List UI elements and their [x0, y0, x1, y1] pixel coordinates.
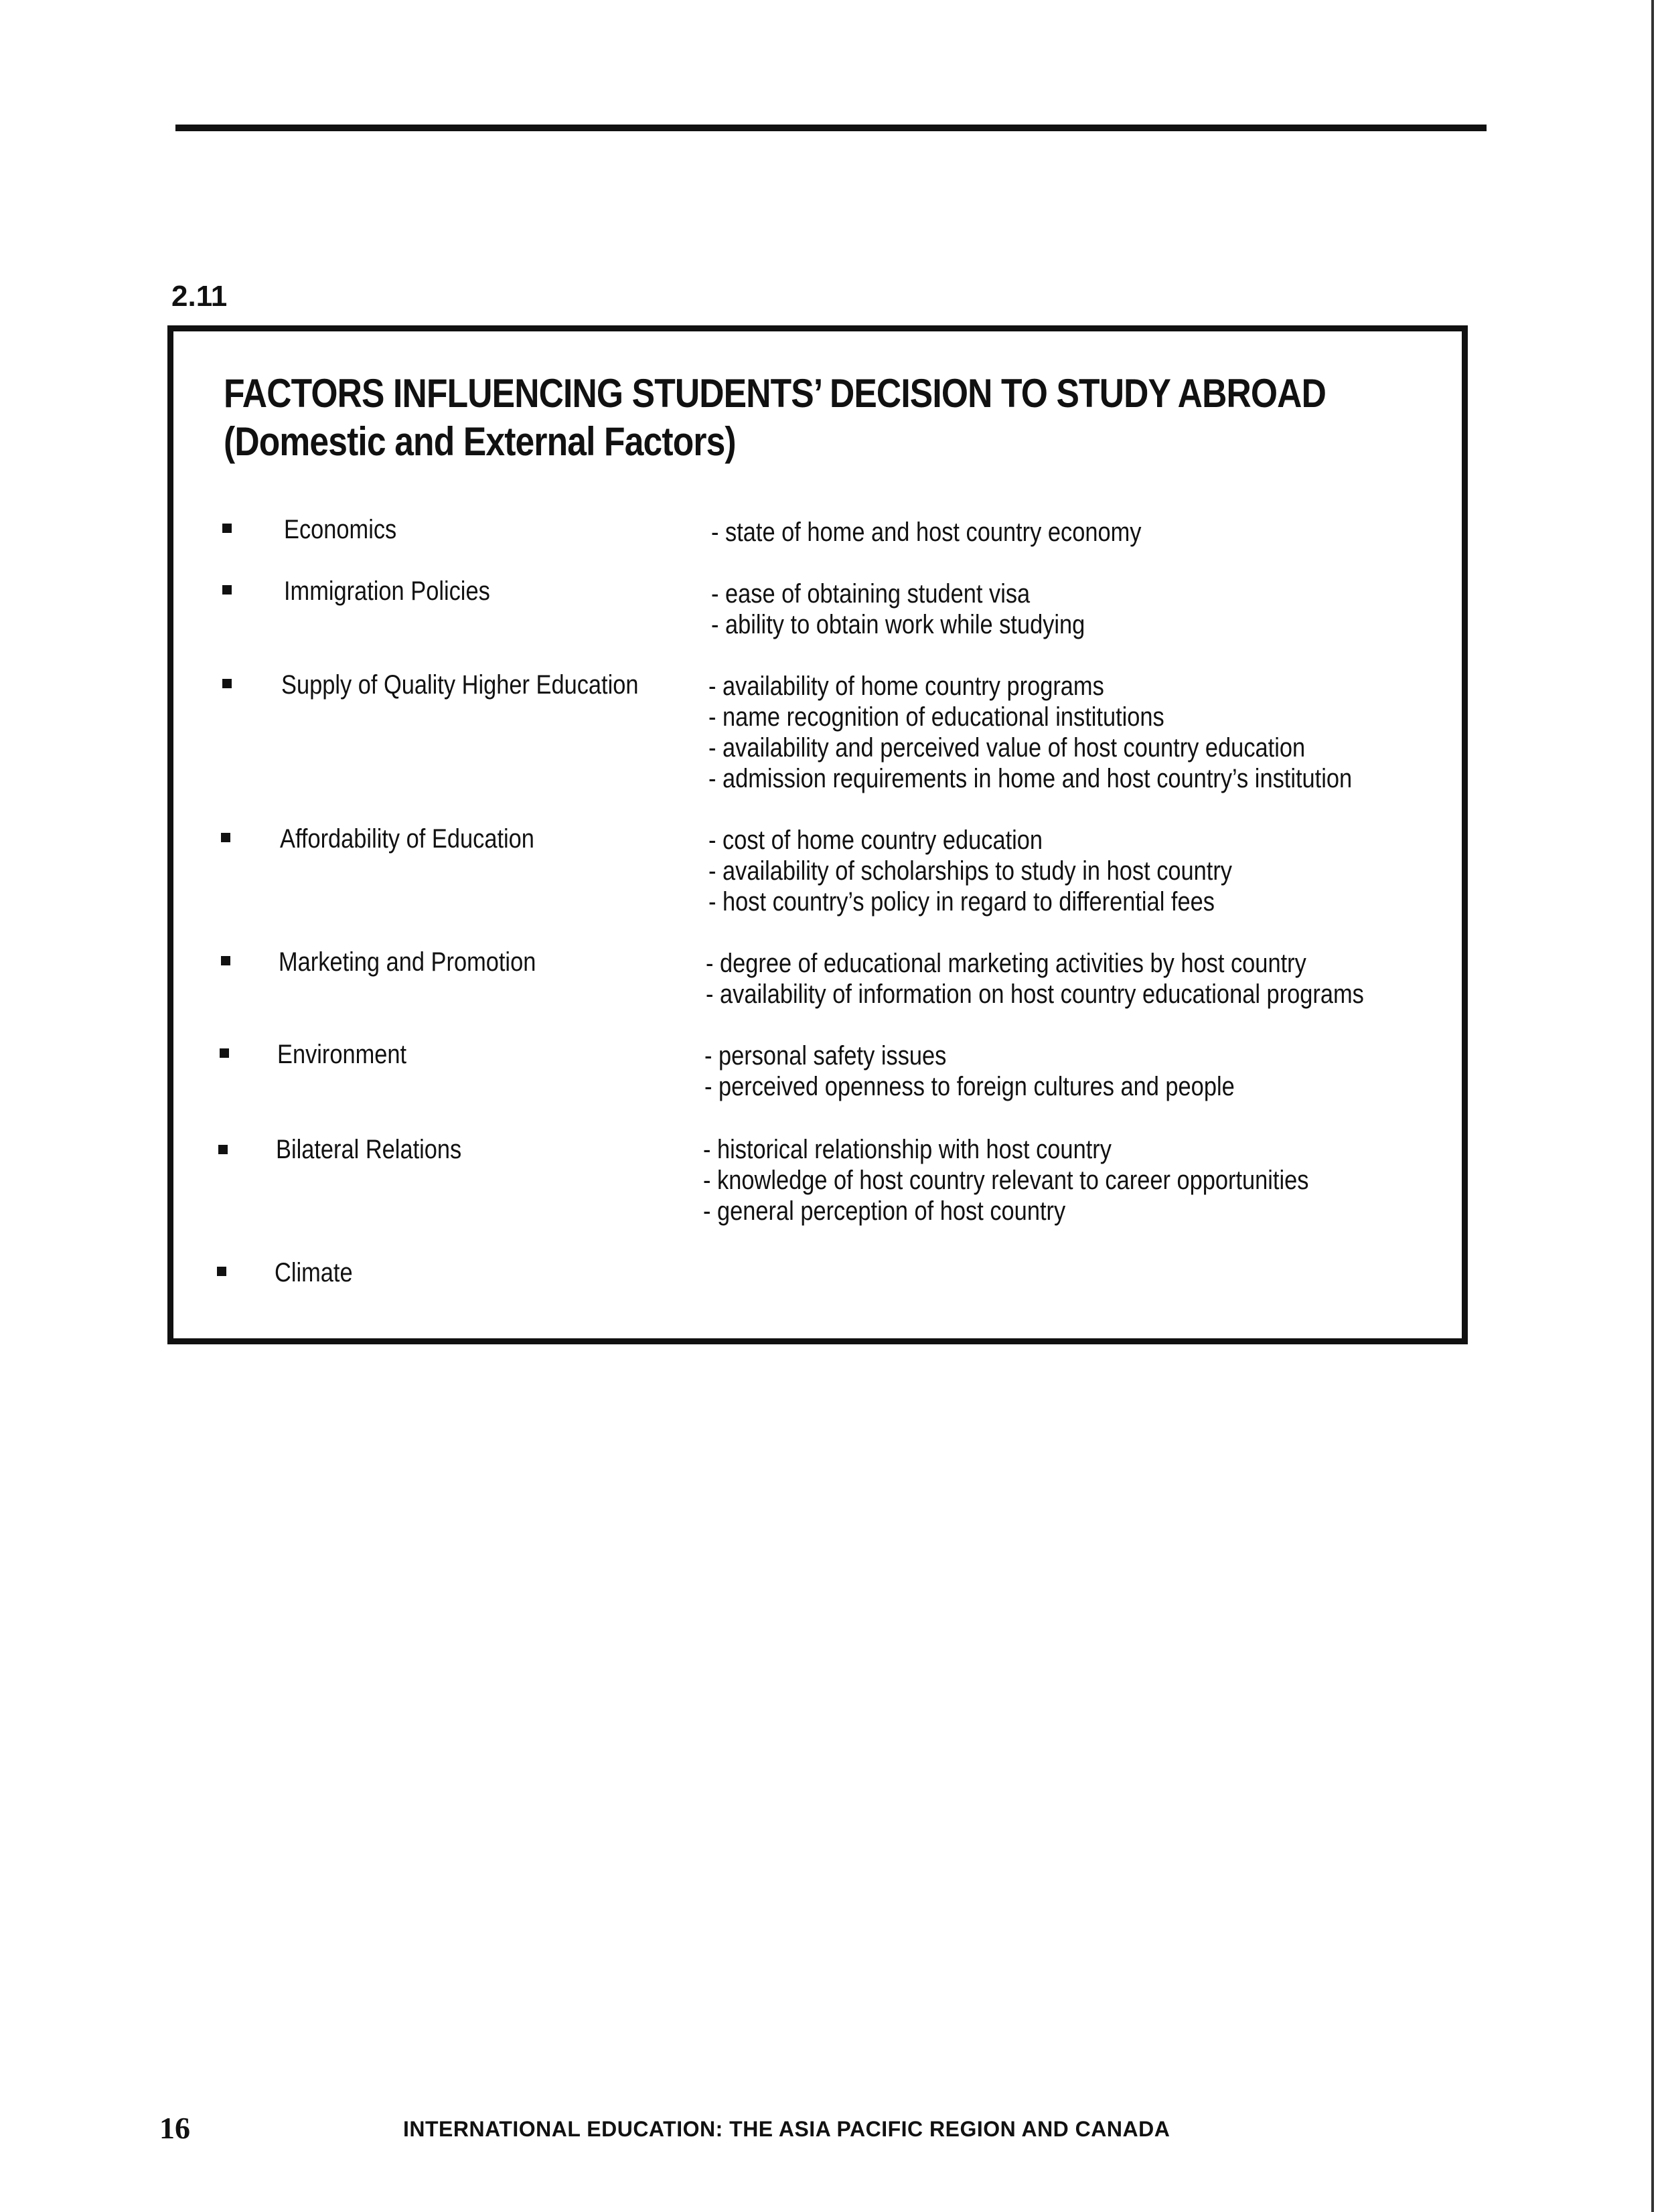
page-edge-shadow — [1651, 0, 1654, 2212]
box-title — [224, 370, 1326, 466]
detail-line: - host country’s policy in regard to differential fees — [708, 887, 1215, 917]
bullet-climate — [217, 1267, 226, 1276]
running-footer-title: INTERNATIONAL EDUCATION: THE ASIA PACIFIC REGION AND CANADA — [403, 2117, 1170, 2141]
detail-line: - historical relationship with host country — [703, 1135, 1112, 1164]
detail-line: - state of home and host country economy — [711, 518, 1142, 547]
factor-details-economics — [711, 517, 1141, 548]
section-number: 2.11 — [171, 280, 228, 313]
factor-details-supply-of-quality-higher-education — [708, 671, 1352, 794]
factor-label-supply-of-quality-higher-education: Supply of Quality Higher Education — [281, 670, 639, 700]
factor-details-bilateral-relations — [703, 1134, 1308, 1227]
detail-line: - perceived openness to foreign cultures and people — [704, 1072, 1235, 1101]
bullet-economics — [222, 524, 232, 533]
factor-details-environment — [704, 1040, 1235, 1102]
factor-label-economics: Economics — [284, 515, 397, 544]
detail-line: - availability of home country programs — [708, 672, 1104, 701]
factor-details-immigration-policies — [711, 578, 1085, 640]
bullet-bilateral-relations — [218, 1145, 228, 1154]
bullet-supply-of-quality-higher-education — [222, 679, 232, 688]
factor-details-affordability-of-education — [708, 825, 1232, 917]
detail-line: - ease of obtaining student visa — [711, 579, 1031, 609]
detail-line: - name recognition of educational institutions — [708, 702, 1164, 732]
detail-line: - availability of scholarships to study in host country — [708, 856, 1233, 886]
factor-label-climate: Climate — [275, 1258, 353, 1287]
bullet-environment — [220, 1048, 229, 1058]
detail-line: - availability of information on host country educational programs — [706, 979, 1364, 1009]
detail-line: - degree of educational marketing activities by host country — [706, 949, 1306, 978]
factor-label-environment: Environment — [277, 1040, 407, 1069]
factor-label-affordability-of-education: Affordability of Education — [280, 824, 534, 854]
detail-line: - knowledge of host country relevant to career opportunities — [703, 1166, 1309, 1195]
factor-label-bilateral-relations: Bilateral Relations — [276, 1135, 462, 1164]
detail-line: - cost of home country education — [708, 825, 1043, 855]
factor-label-marketing-and-promotion: Marketing and Promotion — [279, 947, 536, 977]
bullet-affordability-of-education — [221, 833, 230, 842]
factor-details-marketing-and-promotion — [706, 948, 1364, 1010]
detail-line: - personal safety issues — [704, 1041, 947, 1071]
page-number: 16 — [159, 2111, 190, 2145]
bullet-immigration-policies — [222, 585, 232, 595]
detail-line: - admission requirements in home and host country’s institution — [708, 764, 1353, 793]
box-title-line-2: (Domestic and External Factors) — [224, 419, 736, 464]
factor-label-immigration-policies: Immigration Policies — [284, 576, 490, 606]
detail-line: - general perception of host country — [703, 1196, 1066, 1226]
bullet-marketing-and-promotion — [221, 956, 230, 965]
top-rule — [175, 125, 1487, 131]
box-title-line-1: FACTORS INFLUENCING STUDENTS’ DECISION TO STUDY ABROAD — [224, 371, 1326, 416]
detail-line: - ability to obtain work while studying — [711, 610, 1085, 639]
detail-line: - availability and perceived value of host country education — [708, 733, 1306, 763]
